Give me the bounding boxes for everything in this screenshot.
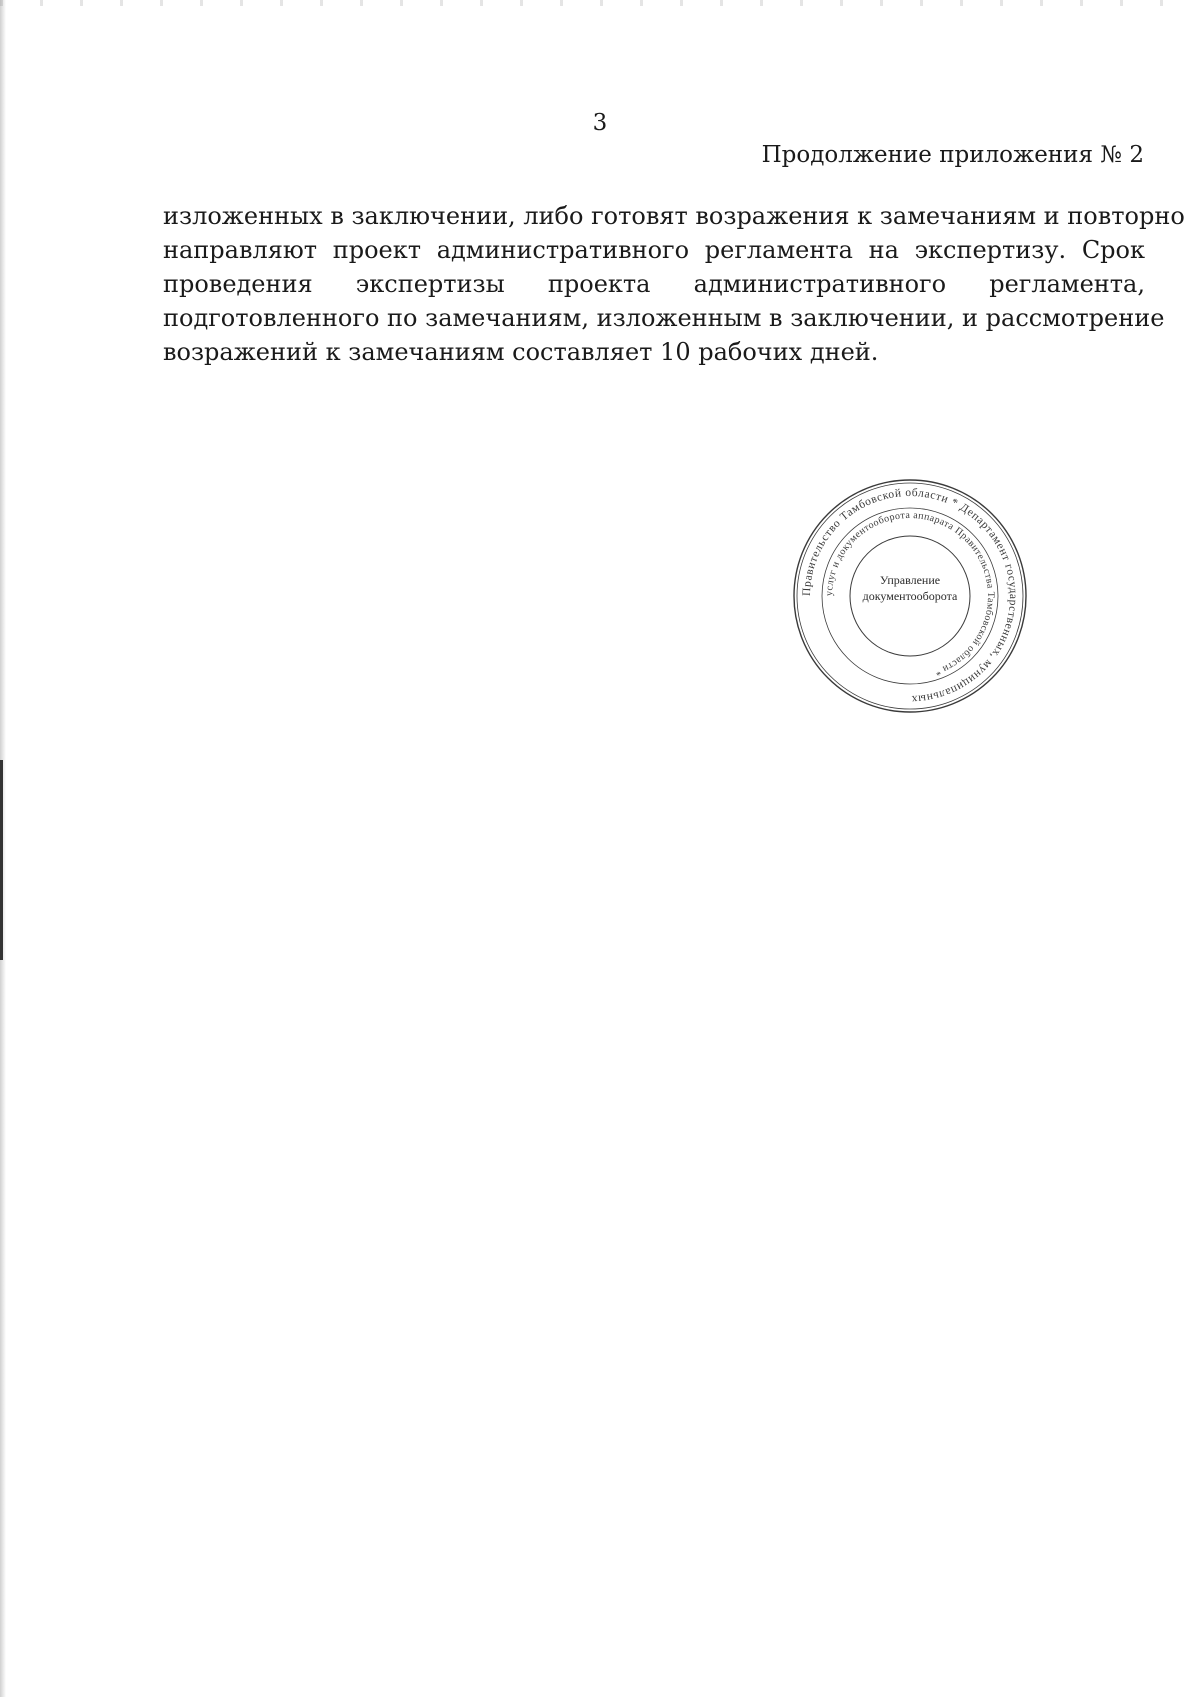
scan-left-edge-mark bbox=[0, 760, 3, 960]
svg-text:услуг и документооборота аппар: услуг и документооборота аппарата Правительства Тамбовской области * bbox=[823, 509, 997, 678]
body-line: возражений к замечаниям составляет 10 рабочих дней. bbox=[163, 338, 879, 366]
seal-center-line: документооборота bbox=[862, 589, 958, 603]
page-number: 3 bbox=[592, 110, 608, 136]
official-seal bbox=[790, 476, 1030, 716]
scan-top-noise bbox=[0, 0, 1200, 6]
seal-center-text bbox=[860, 572, 960, 604]
svg-text:Правительство Тамбовской облас: Правительство Тамбовской области * Департамент государственных, муниципальных bbox=[800, 486, 1020, 706]
seal-center-line: Управление bbox=[879, 573, 941, 587]
body-line: проведения экспертизы проекта административного регламента, bbox=[163, 270, 1145, 298]
body-line: подготовленного по замечаниям, изложенным в заключении, и рассмотрение bbox=[163, 304, 1165, 332]
body-paragraph bbox=[163, 199, 1185, 369]
body-line: направляют проект административного регламента на экспертизу. Срок bbox=[163, 236, 1145, 264]
annex-reference: Продолжение приложения № 2 bbox=[761, 142, 1144, 168]
body-line: изложенных в заключении, либо готовят возражения к замечаниям и повторно bbox=[163, 202, 1185, 230]
